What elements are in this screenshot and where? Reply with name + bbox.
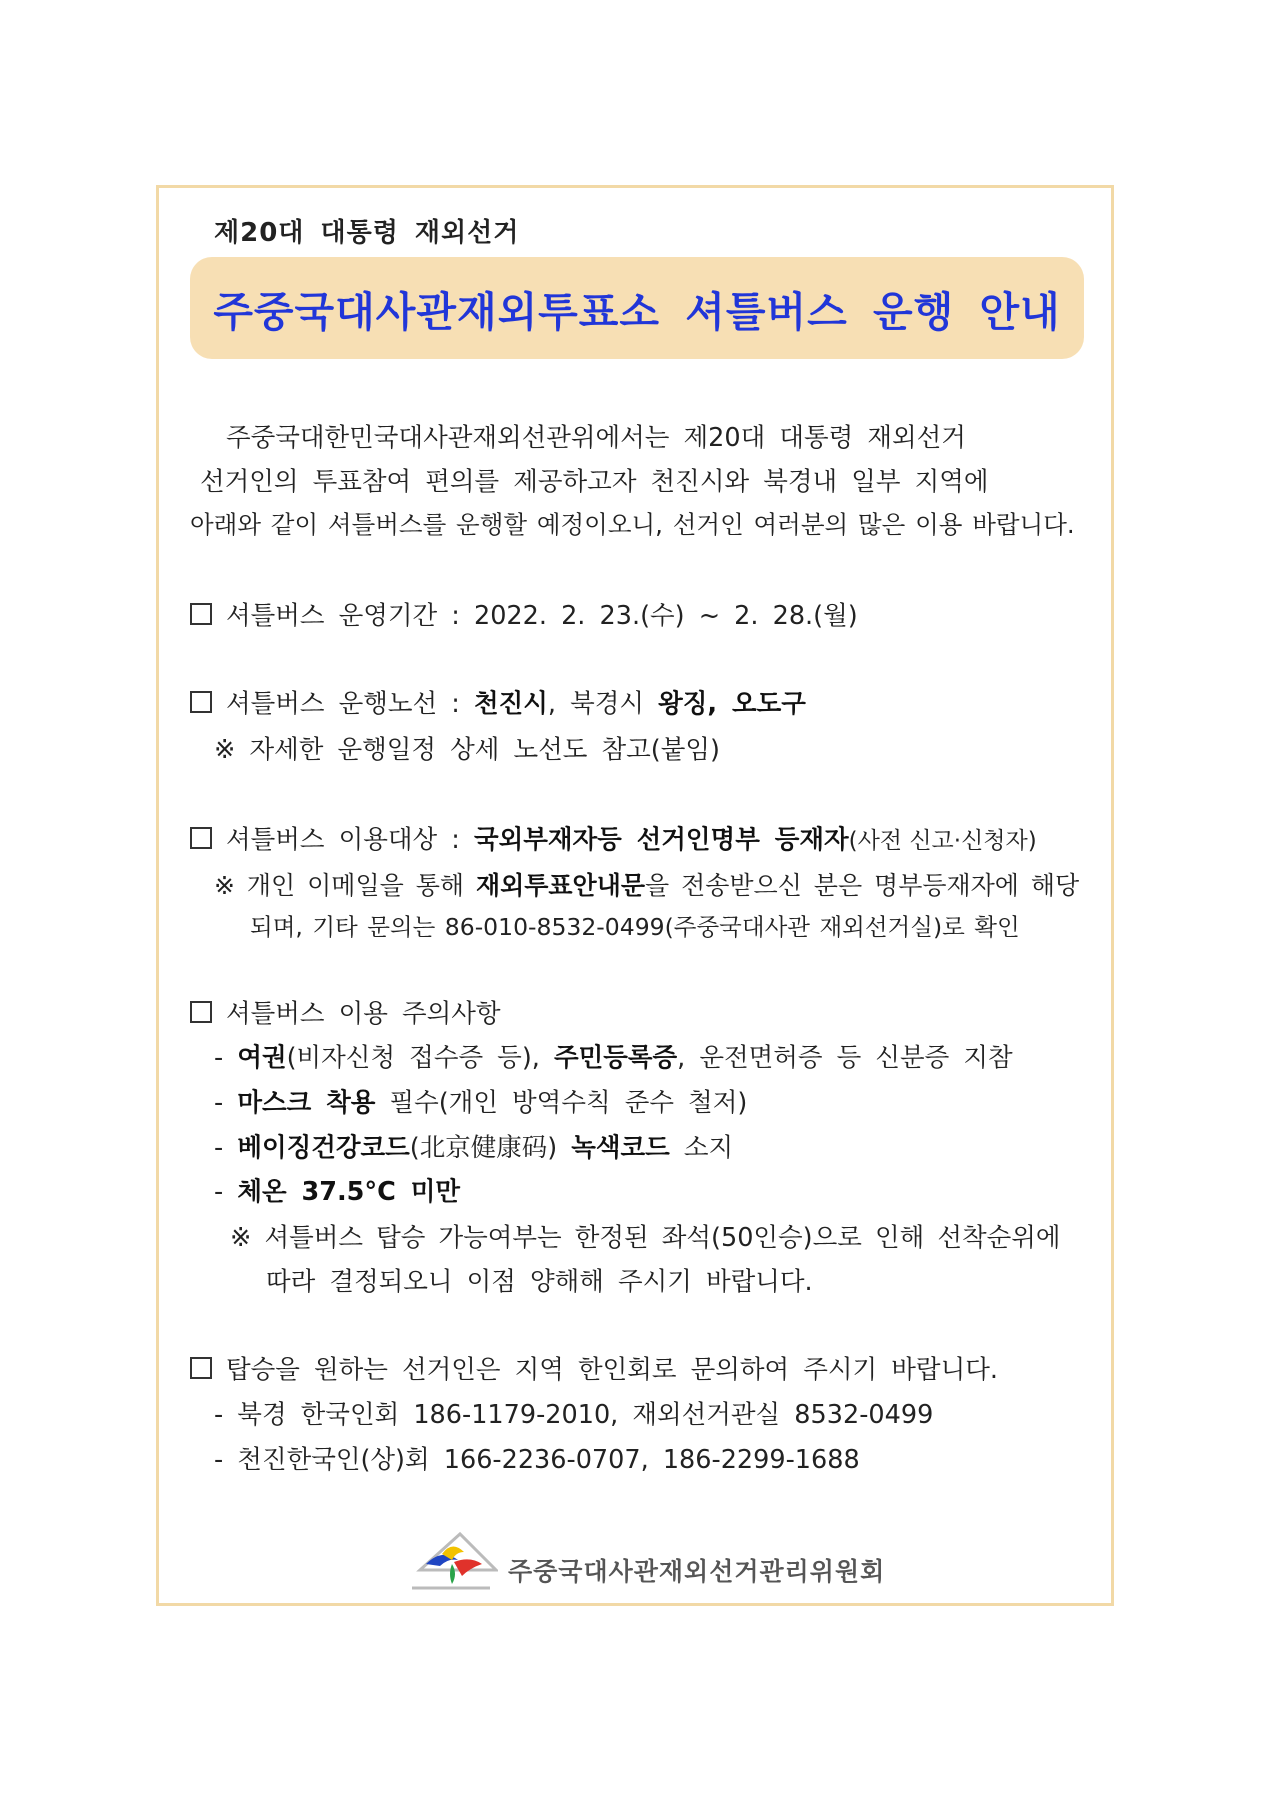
dash: - — [214, 1177, 238, 1207]
caution-item-4 — [214, 1172, 460, 1208]
route-label: 셔틀버스 운행노선 : — [226, 689, 474, 719]
route-tianjin: 천진시 — [473, 689, 548, 719]
footer-organization: 주중국대사관재외선거관리위원회 — [508, 1557, 886, 1586]
caution-mask: 마스크 착용 — [237, 1088, 376, 1118]
target-note-bold: 재외투표안내문 — [475, 871, 645, 900]
intro-line-2: 선거인의 투표참여 편의를 제공하고자 천진시와 북경내 일부 지역에 — [200, 467, 989, 497]
contact-beijing: - 북경 한국인회 186-1179-2010, 재외선거관실 8532-0499 — [214, 1400, 934, 1430]
target-line — [190, 820, 1037, 856]
target-paren: (사전 신고·신청자) — [848, 828, 1037, 854]
checkbox-icon — [190, 691, 212, 713]
caution-health-code: 베이징건강코드 — [237, 1133, 410, 1163]
checkbox-icon — [190, 1357, 212, 1379]
checkbox-icon — [190, 1001, 212, 1023]
caution-i3-text: (北京健康码) — [409, 1133, 572, 1163]
election-commission-logo-icon — [412, 1530, 498, 1594]
caution-resident-id: 주민등록증 — [553, 1043, 678, 1073]
caution-passport: 여권 — [237, 1043, 287, 1073]
dash: - — [214, 1088, 238, 1118]
caution-i1-text: (비자신청 접수증 등), — [286, 1043, 554, 1073]
caution-i1-text2: , 운전면허증 등 신분증 지참 — [677, 1043, 1013, 1073]
target-note-1a: ※ 개인 이메일을 통해 — [214, 871, 476, 900]
route-line — [190, 684, 806, 720]
target-bold: 국외부재자등 선거인명부 등재자 — [473, 825, 849, 855]
target-note-1 — [214, 866, 1079, 902]
caution-i3-text2: 소지 — [669, 1133, 734, 1163]
caution-heading: 셔틀버스 이용 주의사항 — [226, 999, 501, 1029]
caution-note-1: ※ 셔틀버스 탑승 가능여부는 한정된 좌석(50인승)으로 인해 선착순위에 — [230, 1223, 1061, 1253]
caution-item-2 — [214, 1083, 747, 1119]
route-sep: , 북경시 — [547, 689, 659, 719]
dash: - — [214, 1133, 238, 1163]
caution-temperature: 체온 37.5°C 미만 — [237, 1177, 460, 1207]
caution-item-3 — [214, 1128, 733, 1164]
election-subtitle: 제20대 대통령 재외선거 — [214, 218, 520, 248]
target-label: 셔틀버스 이용대상 : — [226, 825, 474, 855]
caution-heading-line — [190, 994, 501, 1030]
caution-note-2: 따라 결정되오니 이점 양해해 주시기 바랍니다. — [266, 1267, 813, 1297]
intro-line-3: 아래와 같이 셔틀버스를 운행할 예정이오니, 선거인 여러분의 많은 이용 바랍니다. — [190, 510, 1075, 539]
page-title: 주중국대사관재외투표소 셔틀버스 운행 안내 — [213, 287, 1061, 336]
target-note-2: 되며, 기타 문의는 86-010-8532-0499(주중국대사관 재외선거실)로 확인 — [250, 913, 1020, 941]
contact-heading-line — [190, 1350, 998, 1386]
target-note-1c: 을 전송받으신 분은 명부등재자에 해당 — [645, 871, 1080, 900]
dash: - — [214, 1043, 238, 1073]
contact-heading: 탑승을 원하는 선거인은 지역 한인회로 문의하여 주시기 바랍니다. — [226, 1355, 998, 1385]
checkbox-icon — [190, 827, 212, 849]
route-note: ※ 자세한 운행일정 상세 노선도 참고(붙임) — [214, 735, 720, 765]
caution-item-1 — [214, 1038, 1013, 1074]
route-wangjing: 왕징, 오도구 — [658, 689, 806, 719]
intro-line-1: 주중국대한민국대사관재외선관위에서는 제20대 대통령 재외선거 — [226, 423, 966, 453]
contact-tianjin: - 천진한국인(상)회 166-2236-0707, 186-2299-1688 — [214, 1445, 860, 1475]
caution-i2-text: 필수(개인 방역수칙 준수 철저) — [375, 1088, 748, 1118]
checkbox-icon — [190, 603, 212, 625]
period-text: 셔틀버스 운영기간 : 2022. 2. 23.(수) ~ 2. 28.(월) — [226, 601, 858, 631]
caution-green-code: 녹색코드 — [571, 1133, 670, 1163]
period-line — [190, 596, 858, 632]
title-banner — [190, 257, 1084, 359]
